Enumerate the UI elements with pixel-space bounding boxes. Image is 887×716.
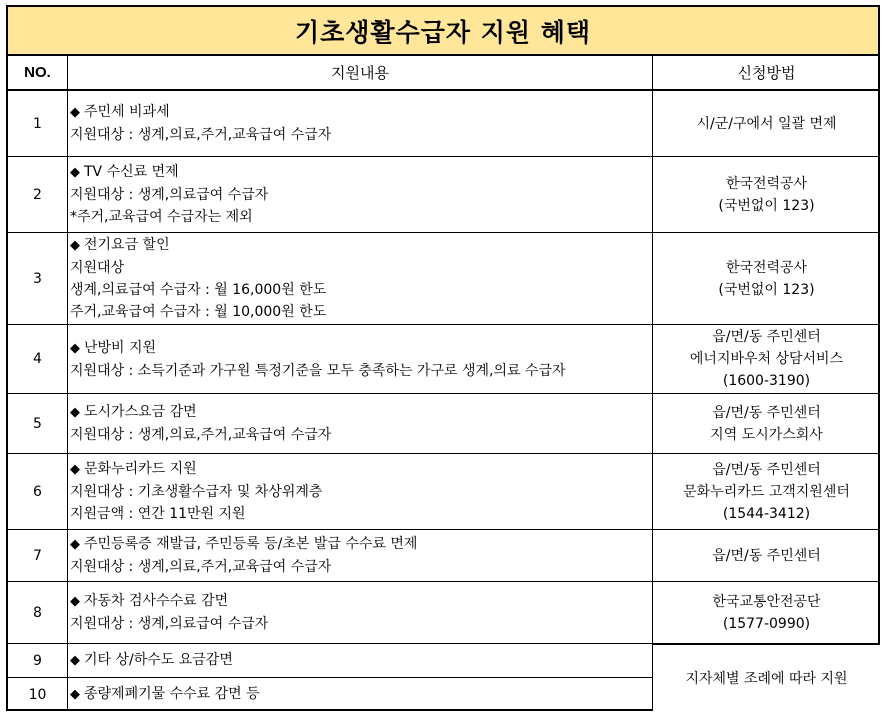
benefit-title-line bbox=[70, 533, 652, 556]
diamond-bullet-icon: ◆ bbox=[70, 462, 80, 477]
benefit-title: 자동차 검사수수료 감면 bbox=[84, 593, 229, 609]
benefits-table bbox=[6, 5, 880, 711]
benefit-title: TV 수신료 면제 bbox=[84, 164, 179, 180]
row-content bbox=[68, 157, 653, 232]
row-number: 4 bbox=[8, 325, 68, 393]
benefit-detail-line: 지원금액 : 연간 11만원 지원 bbox=[70, 506, 246, 522]
diamond-bullet-icon: ◆ bbox=[70, 594, 80, 609]
benefit-title: 난방비 지원 bbox=[84, 339, 157, 356]
benefit-detail-line: 지원대상 : 생계,의료,주거,교육급여 수급자 bbox=[70, 559, 332, 575]
page-title: 기초생활수급자 지원 혜택 bbox=[294, 17, 592, 47]
row-number: 10 bbox=[8, 678, 68, 711]
diamond-bullet-icon: ◆ bbox=[70, 105, 80, 120]
method-line: 읍/면/동 주민센터 bbox=[712, 329, 821, 345]
table-row bbox=[8, 233, 878, 325]
row-number: 6 bbox=[8, 454, 68, 529]
method-line: (국번없이 123) bbox=[718, 281, 815, 298]
table-row bbox=[8, 157, 878, 233]
benefit-detail-line: 주거,교육급여 수급자 : 월 10,000원 한도 bbox=[70, 304, 327, 320]
method-line: 읍/면/동 주민센터 bbox=[712, 461, 821, 478]
benefit-title: 기타 상/하수도 요금감면 bbox=[84, 652, 233, 668]
benefit-detail-line: *주거,교육급여 수급자는 제외 bbox=[70, 209, 253, 225]
header-content: 지원내용 bbox=[68, 56, 653, 89]
table-row bbox=[8, 325, 878, 394]
row-method bbox=[653, 454, 880, 529]
row-content bbox=[68, 530, 653, 581]
table-row bbox=[8, 394, 878, 454]
method-line: 읍/면/동 주민센터 bbox=[712, 547, 821, 564]
column-header-row bbox=[8, 56, 878, 91]
method-line: 한국교통안전공단 bbox=[712, 593, 821, 610]
row-method bbox=[653, 91, 880, 156]
row-number: 8 bbox=[8, 582, 68, 643]
benefit-detail-line: 지원대상 : 생계,의료,주거,교육급여 수급자 bbox=[70, 427, 332, 443]
diamond-bullet-icon: ◆ bbox=[70, 687, 80, 702]
row-content bbox=[68, 644, 653, 677]
row-number: 5 bbox=[8, 394, 68, 453]
table-row bbox=[8, 582, 878, 644]
benefit-title: 문화누리카드 지원 bbox=[84, 461, 197, 477]
benefit-title-line bbox=[70, 337, 652, 360]
method-line: 에너지바우처 상담서비스 bbox=[689, 351, 844, 367]
row-method bbox=[653, 325, 880, 393]
method-line: 한국전력공사 bbox=[725, 259, 808, 276]
table-row bbox=[8, 91, 878, 157]
row-number: 7 bbox=[8, 530, 68, 581]
row-method bbox=[653, 582, 880, 643]
benefit-title: 도시가스요금 감면 bbox=[84, 404, 197, 420]
row-number: 1 bbox=[8, 91, 68, 156]
row-number: 2 bbox=[8, 157, 68, 232]
row-method bbox=[653, 530, 880, 581]
diamond-bullet-icon: ◆ bbox=[70, 405, 80, 420]
benefit-title-line bbox=[70, 683, 652, 706]
method-line: (1544-3412) bbox=[722, 505, 811, 522]
benefit-detail-line: 생계,의료급여 수급자 : 월 16,000원 한도 bbox=[70, 282, 327, 298]
diamond-bullet-icon: ◆ bbox=[70, 165, 80, 180]
benefit-title-line bbox=[70, 590, 652, 613]
benefit-title: 주민등록증 재발급, 주민등록 등/초본 발급 수수료 면제 bbox=[84, 536, 418, 552]
row-content bbox=[68, 454, 653, 529]
method-line: 시/군/구에서 일괄 면제 bbox=[696, 115, 837, 132]
benefit-detail-line: 지원대상 : 생계,의료,주거,교육급여 수급자 bbox=[70, 127, 332, 143]
title-band bbox=[8, 7, 878, 56]
benefit-detail-line: 지원대상 : 기초생활수급자 및 차상위계층 bbox=[70, 484, 323, 500]
benefit-title-line bbox=[70, 161, 652, 184]
row-method bbox=[653, 394, 880, 453]
table-row bbox=[8, 530, 878, 582]
header-method: 신청방법 bbox=[737, 63, 796, 82]
row-content bbox=[68, 394, 653, 453]
benefit-title: 주민세 비과세 bbox=[84, 104, 170, 120]
row-number: 3 bbox=[8, 233, 68, 324]
row-content bbox=[68, 678, 653, 711]
row-content bbox=[68, 325, 653, 393]
method-line: (1600-3190) bbox=[722, 373, 811, 389]
diamond-bullet-icon: ◆ bbox=[70, 653, 80, 668]
merged-method-text: 지자체별 조례에 따라 지원 bbox=[685, 671, 848, 687]
method-line: 지역 도시가스회사 bbox=[710, 426, 823, 443]
benefit-title-line bbox=[70, 401, 652, 424]
diamond-bullet-icon: ◆ bbox=[70, 537, 80, 552]
method-line: 한국전력공사 bbox=[725, 175, 808, 192]
diamond-bullet-icon: ◆ bbox=[70, 238, 80, 253]
method-line: 읍/면/동 주민센터 bbox=[712, 404, 821, 421]
diamond-bullet-icon: ◆ bbox=[70, 340, 80, 356]
benefit-title-line bbox=[70, 234, 652, 257]
table-row bbox=[8, 454, 878, 530]
benefit-detail-line: 지원대상 bbox=[70, 260, 125, 276]
method-line: (1577-0990) bbox=[722, 615, 811, 632]
benefit-detail-line: 지원대상 : 생계,의료급여 수급자 bbox=[70, 187, 269, 203]
method-line: 문화누리카드 고객지원센터 bbox=[683, 483, 850, 500]
benefit-title-line bbox=[70, 649, 652, 672]
benefit-detail-line: 지원대상 : 소득기준과 가구원 특정기준을 모두 충족하는 가구로 생계,의료 수급자 bbox=[70, 362, 566, 379]
row-number: 9 bbox=[8, 644, 68, 677]
benefit-detail-line: 지원대상 : 생계,의료급여 수급자 bbox=[70, 616, 269, 632]
row-content bbox=[68, 582, 653, 643]
header-no: NO. bbox=[8, 56, 68, 89]
benefit-title-line bbox=[70, 101, 652, 124]
benefit-title-line bbox=[70, 458, 652, 481]
row-content bbox=[68, 233, 653, 324]
row-method bbox=[653, 157, 880, 232]
benefit-title: 종량제폐기물 수수료 감면 등 bbox=[84, 686, 260, 702]
method-line: (국번없이 123) bbox=[718, 197, 815, 214]
row-method bbox=[653, 233, 880, 324]
row-content bbox=[68, 91, 653, 156]
benefit-title: 전기요금 할인 bbox=[84, 237, 170, 253]
merged-method-cell bbox=[653, 644, 880, 711]
